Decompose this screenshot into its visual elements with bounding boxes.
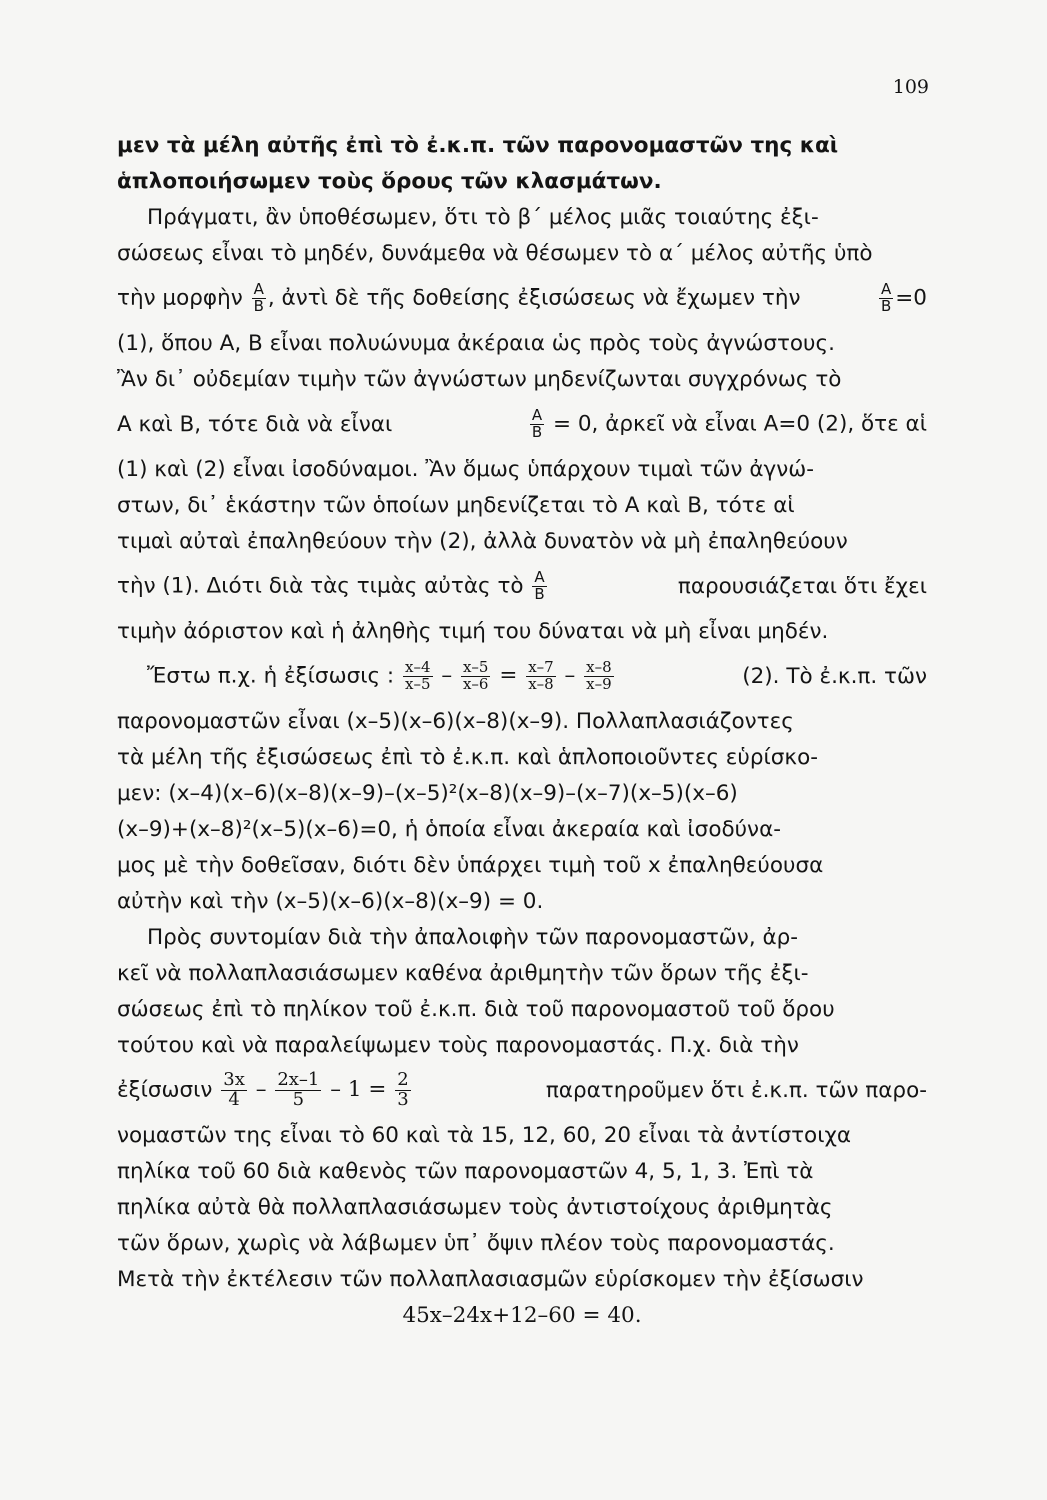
text-line: πηλίκα αὐτὰ θὰ πολλαπλασιάσωμεν τοὺς ἀντιστοίχους ἀριθμητὰς (117, 1194, 833, 1220)
text-line: μεν: (x–4)(x–6)(x–8)(x–9)–(x–5)²(x–8)(x–9)–(x–7)(x–5)(x–6) (117, 780, 738, 806)
text-line: (x–9)+(x–8)²(x–5)(x–6)=0, ἡ ὁποία εἶναι ἀκεραία καὶ ἰσοδύνα- (117, 816, 782, 842)
text-line: μος μὲ τὴν δοθεῖσαν, διότι δὲν ὑπάρχει τιμὴ τοῦ x ἐπαληθεύουσα (117, 852, 824, 878)
text-line: τὴν (1). Διότι διὰ τὰς τιμὰς αὐτὰς τὸ $\frac{A}{B}$ παρουσιάζεται ὅτι ἔχει (117, 567, 927, 603)
final-equation: 45x–24x+12–60 = 40. (402, 1302, 642, 1328)
fraction-a-over-b: $\frac{A}{B}$ (253, 279, 264, 315)
text-line: Ἔστω π.χ. ἡ ἐξίσωσις : $\frac{x-4}{x-5}$ – $\frac{x-5}{x-6}$ = $\frac{x-7}{x-8}$ – $\frac{x-8}{x-9}$ (2). Τὸ ἐ.κ.π. τῶν (147, 657, 927, 693)
text-line: Πράγματι, ἂν ὑποθέσωμεν, ὅτι τὸ β΄ μέλος μιᾶς τοιαύτης ἐξι- (147, 204, 819, 230)
fraction: $\frac{2}{3}$ (397, 1068, 409, 1110)
text-line: τιμαὶ αὐταὶ ἐπαληθεύουν τὴν (2), ἀλλὰ δυνατὸν νὰ μὴ ἐπαληθεύουν (117, 528, 848, 554)
text-line: τὴν μορφὴν $\frac{A}{B}$ , ἀντὶ δὲ τῆς δοθείσης ἐξισώσεως νὰ ἔχωμεν τὴν $\frac{A}{B}$ =0 (117, 279, 927, 315)
text-line: ἁπλοποιήσωμεν τοὺς ὅρους τῶν κλασμάτων. (117, 168, 662, 194)
text-line: τὰ μέλη τῆς ἐξισώσεως ἐπὶ τὸ ἐ.κ.π. καὶ ἁπλοποιοῦντες εὑρίσκο- (117, 744, 818, 770)
text-line: στων, δι᾽ ἑκάστην τῶν ὁποίων μηδενίζεται τὸ Α καὶ Β, τότε αἱ (117, 492, 795, 518)
text-line: Μετὰ τὴν ἐκτέλεσιν τῶν πολλαπλασιασμῶν εὑρίσκομεν τὴν ἐξίσωσιν (117, 1266, 864, 1292)
text-line: τούτου καὶ νὰ παραλείψωμεν τοὺς παρονομαστάς. Π.χ. διὰ τὴν (117, 1032, 799, 1058)
fraction-a-over-b: $\frac{A}{B}$ (531, 405, 543, 441)
text-line: (1) καὶ (2) εἶναι ἰσοδύναμοι. Ἂν ὅμως ὑπάρχουν τιμαὶ τῶν ἀγνώ- (117, 456, 815, 482)
text-line: (1), ὅπου Α, Β εἶναι πολυώνυμα ἀκέραια ὡς πρὸς τοὺς ἀγνώστους. (117, 330, 835, 356)
text-line: μεν τὰ μέλη αὐτῆς ἐπὶ τὸ ἐ.κ.π. τῶν παρονομαστῶν της καὶ (117, 132, 839, 158)
text-line: σώσεως εἶναι τὸ μηδέν, δυνάμεθα νὰ θέσωμεν τὸ α΄ μέλος αὐτῆς ὑπὸ (117, 240, 873, 266)
text-line: τιμὴν ἀόριστον καὶ ἡ ἀληθὴς τιμή του δύναται νὰ μὴ εἶναι μηδέν. (117, 618, 829, 644)
text-line: Α καὶ Β, τότε διὰ νὰ εἶναι $\frac{A}{B}$ = 0, ἀρκεῖ νὰ εἶναι Α=0 (2), ὅτε αἱ (117, 405, 927, 441)
text-line: Ἂν δι᾽ οὐδεμίαν τιμὴν τῶν ἀγνώστων μηδενίζωνται συγχρόνως τὸ (117, 366, 842, 392)
text-line: παρονομαστῶν εἶναι (x–5)(x–6)(x–8)(x–9). Πολλαπλασιάζοντες (117, 708, 794, 734)
equation: $\frac{3x}{4}$ – $\frac{2x-1}{5}$ – 1 = $\frac{2}{3}$ (223, 1068, 409, 1110)
fraction-a-over-b: $\frac{A}{B}$ (881, 279, 892, 315)
fraction: $\frac{2x-1}{5}$ (277, 1068, 320, 1110)
fraction: $\frac{3x}{4}$ (223, 1068, 245, 1110)
body-text (117, 127, 927, 1333)
text-line: κεῖ νὰ πολλαπλασιάσωμεν καθένα ἀριθμητὴν τῶν ὅρων τῆς ἐξι- (117, 960, 809, 986)
text-line: ἐξίσωσιν $\frac{3x}{4}$ – $\frac{2x-1}{5}$ – 1 = $\frac{2}{3}$ παρατηροῦμεν ὅτι ἐ.κ.π. τῶν παρο- (117, 1068, 927, 1110)
text-line: πηλίκα τοῦ 60 διὰ καθενὸς τῶν παρονομαστῶν 4, 5, 1, 3. Ἐπὶ τὰ (117, 1158, 814, 1184)
fraction: $\frac{x-8}{x-9}$ (586, 657, 612, 693)
text-line: σώσεως ἐπὶ τὸ πηλίκον τοῦ ἐ.κ.π. διὰ τοῦ παρονομαστοῦ τοῦ ὅρου (117, 996, 835, 1022)
fraction: $\frac{x-7}{x-8}$ (528, 657, 554, 693)
text-line: αὐτὴν καὶ τὴν (x–5)(x–6)(x–8)(x–9) = 0. (117, 888, 544, 914)
fraction-a-over-b: $\frac{A}{B}$ (534, 567, 545, 603)
text-line: Πρὸς συντομίαν διὰ τὴν ἀπαλοιφὴν τῶν παρονομαστῶν, ἀρ- (147, 924, 799, 950)
fraction: $\frac{x-4}{x-5}$ (405, 657, 431, 693)
text-line: νομαστῶν της εἶναι τὸ 60 καὶ τὰ 15, 12, 60, 20 εἶναι τὰ ἀντίστοιχα (117, 1122, 852, 1148)
text-line: τῶν ὅρων, χωρὶς νὰ λάβωμεν ὑπ᾽ ὄψιν πλέον τοὺς παρονομαστάς. (117, 1230, 835, 1256)
page-number: 109 (892, 76, 929, 98)
fraction: $\frac{x-5}{x-6}$ (462, 657, 489, 693)
equation: $\frac{x-4}{x-5}$ – $\frac{x-5}{x-6}$ = $\frac{x-7}{x-8}$ – $\frac{x-8}{x-9}$ (405, 657, 612, 693)
